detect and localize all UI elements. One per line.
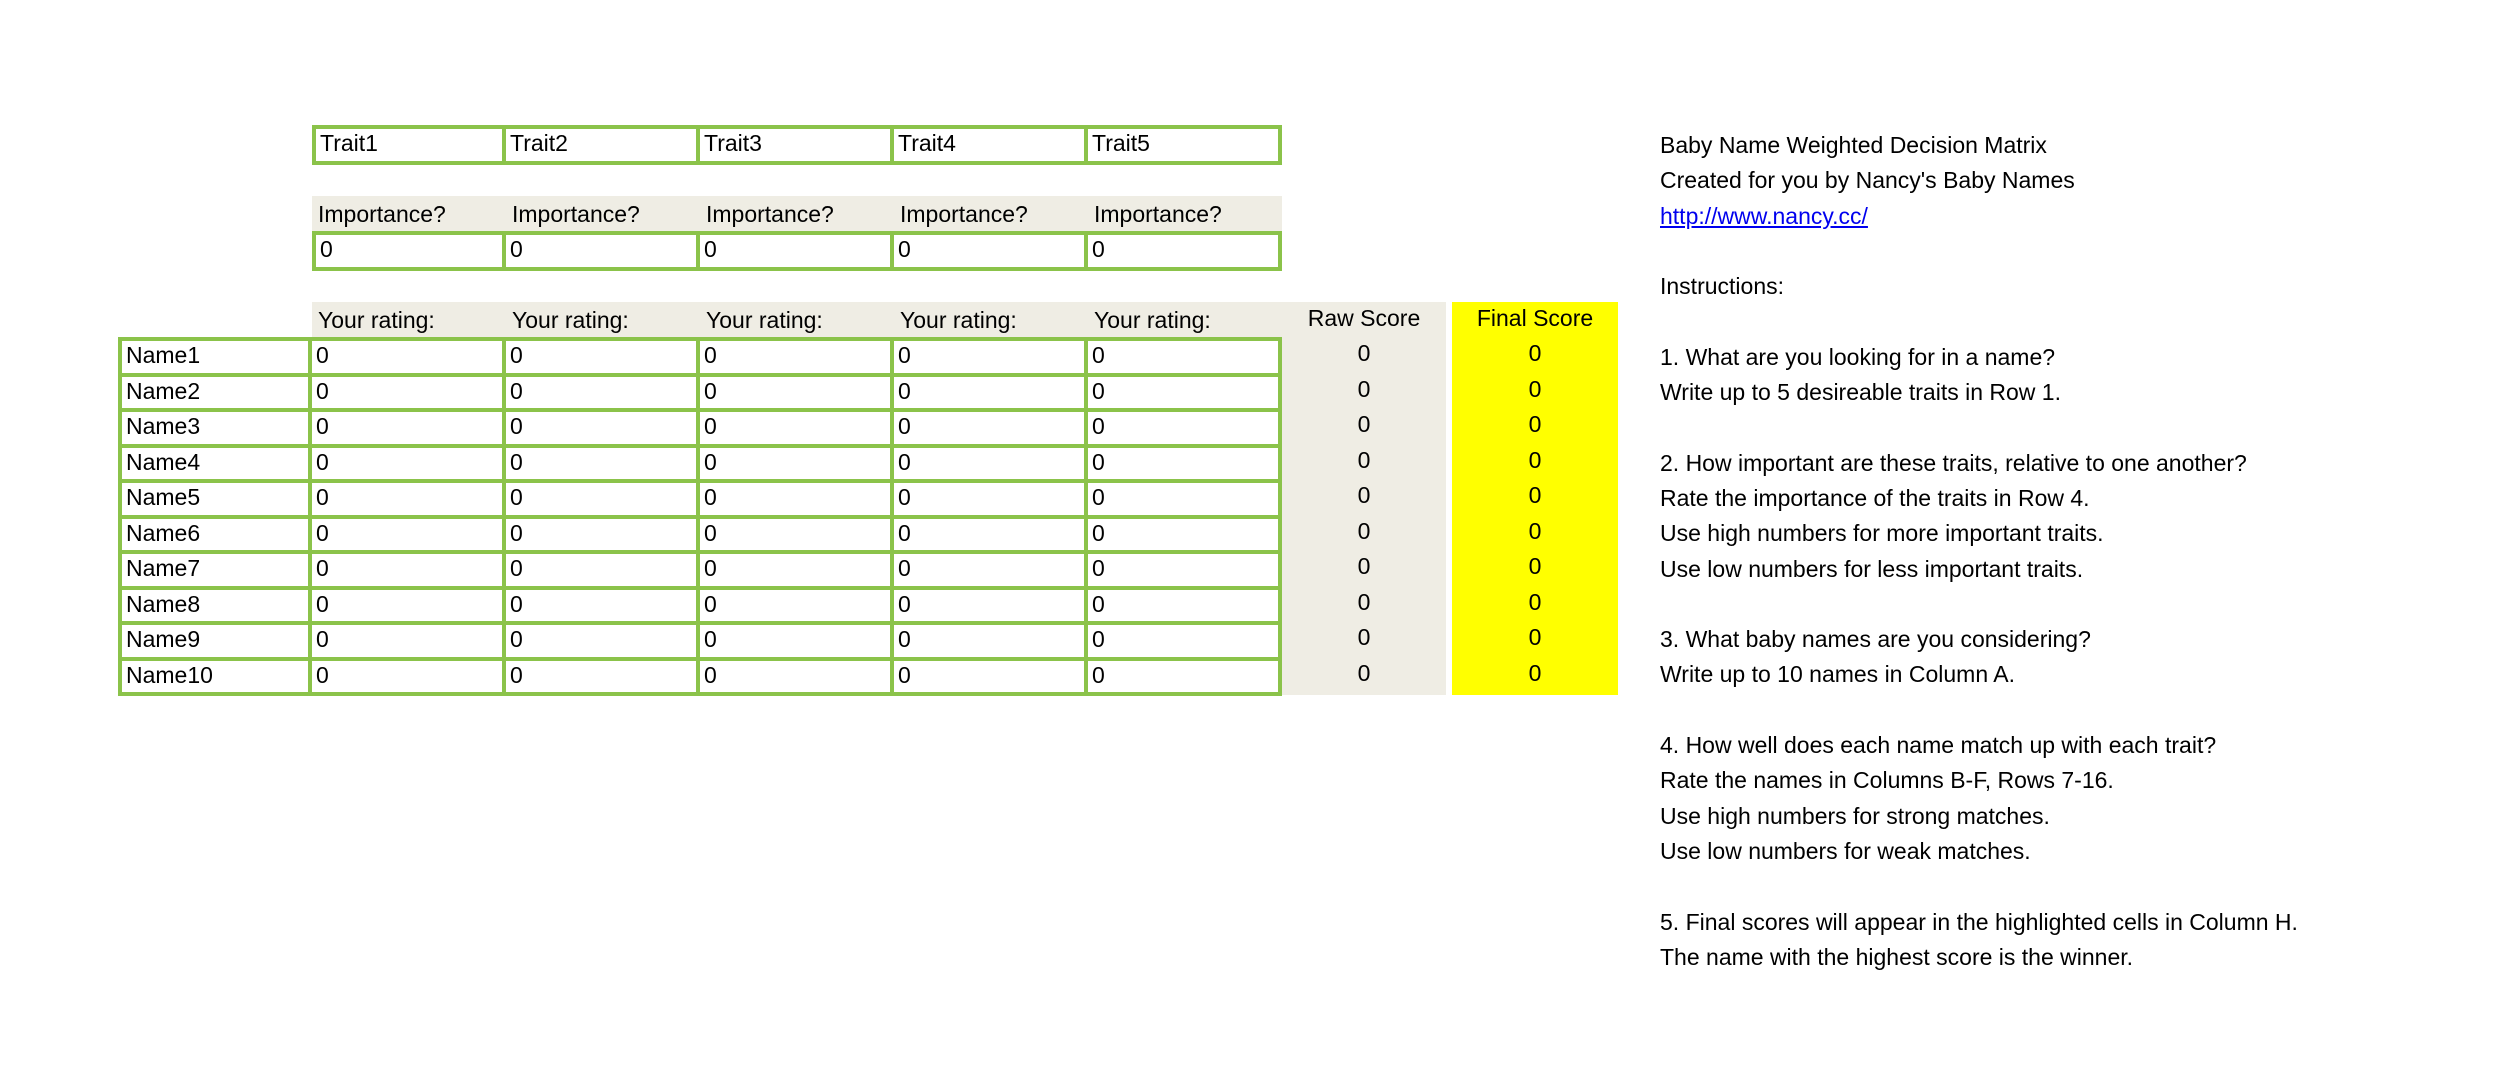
instruction-line: Rate the importance of the traits in Row 4. (1660, 484, 2090, 511)
spacer (1660, 869, 2298, 904)
rating-input[interactable]: 0 (308, 586, 506, 626)
credit-line: Created for you by Nancy's Baby Names (1660, 167, 2075, 194)
rating-input[interactable]: 0 (890, 444, 1088, 484)
trait-input-1[interactable]: Trait1 (312, 125, 506, 165)
rating-input[interactable]: 0 (696, 408, 894, 448)
importance-input-3[interactable]: 0 (696, 231, 894, 271)
instruction-line: Use low numbers for weak matches. (1660, 837, 2031, 864)
instruction-line: 3. What baby names are you considering? (1660, 626, 2091, 653)
instruction-line: 5. Final scores will appear in the highlighted cells in Column H. (1660, 908, 2298, 935)
instruction-line: Use low numbers for less important traits. (1660, 555, 2084, 582)
rating-input[interactable]: 0 (308, 479, 506, 519)
name-input-7[interactable]: Name7 (118, 550, 316, 590)
rating-input[interactable]: 0 (502, 515, 700, 555)
rating-input[interactable]: 0 (502, 621, 700, 661)
final-score-cell: 0 (1452, 515, 1618, 551)
importance-input-1[interactable]: 0 (312, 231, 506, 271)
rating-input[interactable]: 0 (1084, 373, 1282, 413)
instruction-line: 4. How well does each name match up with each trait? (1660, 732, 2217, 759)
rating-input[interactable]: 0 (696, 444, 894, 484)
trait-input-5[interactable]: Trait5 (1084, 125, 1282, 165)
rating-label: Your rating: (706, 307, 823, 333)
name-input-1[interactable]: Name1 (118, 337, 316, 377)
importance-label: Importance? (318, 201, 446, 227)
spacer (1660, 304, 2298, 339)
rating-label: Your rating: (1094, 307, 1211, 333)
raw-score-cell: 0 (1282, 444, 1446, 480)
spacer (1660, 410, 2298, 445)
rating-input[interactable]: 0 (890, 621, 1088, 661)
rating-input[interactable]: 0 (1084, 550, 1282, 590)
rating-input[interactable]: 0 (308, 621, 506, 661)
spacer (1660, 587, 2298, 622)
raw-score-cell: 0 (1282, 479, 1446, 515)
rating-input[interactable]: 0 (502, 408, 700, 448)
importance-input-4[interactable]: 0 (890, 231, 1088, 271)
rating-input[interactable]: 0 (502, 586, 700, 626)
rating-input[interactable]: 0 (890, 550, 1088, 590)
name-input-3[interactable]: Name3 (118, 408, 316, 448)
rating-label: Your rating: (318, 307, 435, 333)
raw-score-cell: 0 (1282, 550, 1446, 586)
rating-input[interactable]: 0 (1084, 515, 1282, 555)
raw-score-cell: 0 (1282, 337, 1446, 373)
rating-input[interactable]: 0 (890, 586, 1088, 626)
nancy-link[interactable]: http://www.nancy.cc/ (1660, 202, 1868, 229)
rating-label: Your rating: (512, 307, 629, 333)
importance-label: Importance? (512, 201, 640, 227)
raw-score-cell: 0 (1282, 408, 1446, 444)
rating-input[interactable]: 0 (1084, 444, 1282, 484)
rating-input[interactable]: 0 (308, 657, 506, 697)
spacer (1660, 234, 2298, 269)
name-input-4[interactable]: Name4 (118, 444, 316, 484)
raw-score-cell: 0 (1282, 586, 1446, 622)
final-score-header: Final Score (1452, 302, 1618, 338)
instruction-line: Write up to 5 desireable traits in Row 1. (1660, 379, 2061, 406)
trait-input-2[interactable]: Trait2 (502, 125, 700, 165)
rating-input[interactable]: 0 (308, 444, 506, 484)
instructions-heading: Instructions: (1660, 273, 1784, 300)
importance-label: Importance? (900, 201, 1028, 227)
rating-input[interactable]: 0 (502, 337, 700, 377)
rating-input[interactable]: 0 (696, 550, 894, 590)
instruction-line: Rate the names in Columns B-F, Rows 7-16. (1660, 767, 2114, 794)
final-score-cell: 0 (1452, 586, 1618, 622)
trait-input-4[interactable]: Trait4 (890, 125, 1088, 165)
name-input-2[interactable]: Name2 (118, 373, 316, 413)
rating-input[interactable]: 0 (696, 657, 894, 697)
rating-input[interactable]: 0 (890, 657, 1088, 697)
rating-input[interactable]: 0 (696, 337, 894, 377)
rating-input[interactable]: 0 (890, 479, 1088, 519)
final-score-cell: 0 (1452, 657, 1618, 696)
instructions-panel (1660, 128, 2298, 975)
spacer (1660, 693, 2298, 728)
rating-input[interactable]: 0 (502, 550, 700, 590)
importance-label: Importance? (706, 201, 834, 227)
instruction-line: 1. What are you looking for in a name? (1660, 343, 2056, 370)
final-score-cell: 0 (1452, 479, 1618, 515)
final-score-cell: 0 (1452, 621, 1618, 657)
importance-label: Importance? (1094, 201, 1222, 227)
rating-input[interactable]: 0 (890, 337, 1088, 377)
final-score-cell: 0 (1452, 373, 1618, 409)
final-score-cell: 0 (1452, 408, 1618, 444)
instruction-line: Write up to 10 names in Column A. (1660, 661, 2015, 688)
rating-input[interactable]: 0 (502, 479, 700, 519)
rating-input[interactable]: 0 (1084, 337, 1282, 377)
name-input-5[interactable]: Name5 (118, 479, 316, 519)
instruction-line: Use high numbers for strong matches. (1660, 802, 2050, 829)
rating-input[interactable]: 0 (890, 515, 1088, 555)
rating-input[interactable]: 0 (502, 373, 700, 413)
rating-input[interactable]: 0 (308, 337, 506, 377)
name-input-10[interactable]: Name10 (118, 657, 316, 697)
raw-score-cell: 0 (1282, 373, 1446, 409)
rating-input[interactable]: 0 (1084, 621, 1282, 661)
name-input-8[interactable]: Name8 (118, 586, 316, 626)
raw-score-cell: 0 (1282, 621, 1446, 657)
rating-input[interactable]: 0 (1084, 479, 1282, 519)
name-input-6[interactable]: Name6 (118, 515, 316, 555)
rating-input[interactable]: 0 (308, 550, 506, 590)
final-score-cell: 0 (1452, 337, 1618, 373)
instruction-line: 2. How important are these traits, relative to one another? (1660, 449, 2247, 476)
rating-input[interactable]: 0 (308, 515, 506, 555)
final-score-cell: 0 (1452, 444, 1618, 480)
rating-input[interactable]: 0 (696, 586, 894, 626)
name-input-9[interactable]: Name9 (118, 621, 316, 661)
rating-input[interactable]: 0 (696, 515, 894, 555)
raw-score-cell: 0 (1282, 515, 1446, 551)
raw-score-header: Raw Score (1282, 302, 1446, 338)
importance-input-2[interactable]: 0 (502, 231, 700, 271)
rating-input[interactable]: 0 (308, 373, 506, 413)
rating-input[interactable]: 0 (1084, 657, 1282, 697)
rating-input[interactable]: 0 (1084, 408, 1282, 448)
rating-input[interactable]: 0 (890, 373, 1088, 413)
matrix-title: Baby Name Weighted Decision Matrix (1660, 132, 2047, 158)
instruction-lines (1660, 340, 2298, 975)
instruction-line: Use high numbers for more important traits. (1660, 520, 2104, 547)
rating-input[interactable]: 0 (308, 408, 506, 448)
rating-input[interactable]: 0 (502, 444, 700, 484)
rating-label: Your rating: (900, 307, 1017, 333)
rating-input[interactable]: 0 (890, 408, 1088, 448)
instruction-line: The name with the highest score is the winner. (1660, 943, 2134, 970)
rating-input[interactable]: 0 (696, 373, 894, 413)
rating-input[interactable]: 0 (696, 479, 894, 519)
raw-score-cell: 0 (1282, 657, 1446, 696)
importance-input-5[interactable]: 0 (1084, 231, 1282, 271)
final-score-cell: 0 (1452, 550, 1618, 586)
rating-input[interactable]: 0 (1084, 586, 1282, 626)
rating-input[interactable]: 0 (696, 621, 894, 661)
trait-input-3[interactable]: Trait3 (696, 125, 894, 165)
rating-input[interactable]: 0 (502, 657, 700, 697)
